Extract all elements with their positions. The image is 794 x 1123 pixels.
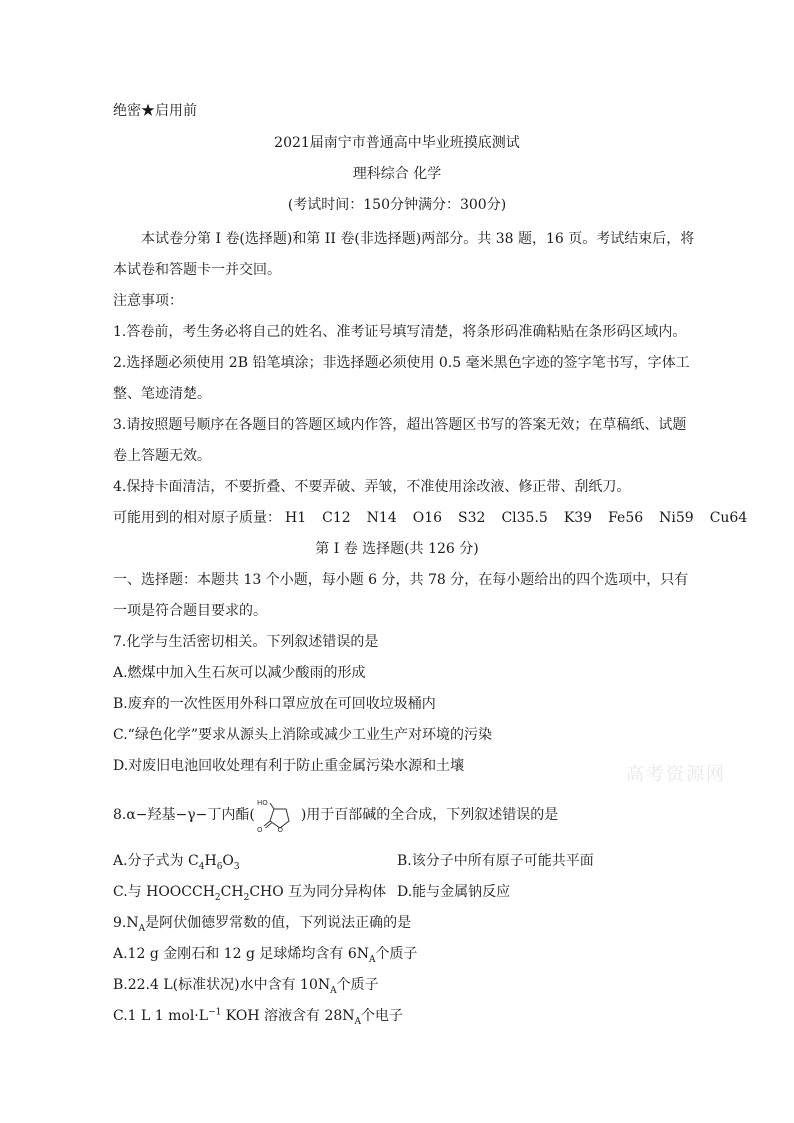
q9-b-text: 个质子 [336, 977, 379, 993]
q7-option-d: D.对废旧电池回收处理有利于防止重金属污染水源和土壤 [113, 758, 465, 774]
intro-line-1: 本试卷分第 I 卷(选择题)和第 II 卷(非选择题)两部分。共 38 题，16 页。考试结束后，将 [141, 231, 695, 247]
note-3-line-2: 卷上答题无效。 [113, 448, 211, 464]
atomic-masses [113, 508, 747, 528]
q8-a-text: O [222, 853, 234, 869]
q8-c-text: CH [220, 884, 244, 900]
q9-stem-text: 9.N [113, 915, 139, 931]
lactone-structure-diagram [256, 797, 300, 833]
subscript: A [330, 985, 337, 996]
q9-a-text: 个质子 [375, 946, 418, 962]
time-info: (考试时间：150分钟满分：300分) [287, 197, 507, 213]
q8-stem [113, 797, 558, 833]
subscript: 4 [198, 861, 205, 872]
q7-stem: 7.化学与生活密切相关。下列叙述错误的是 [113, 634, 379, 650]
note-4: 4.保持卡面清洁，不要折叠、不要弄破、弄皱，不准使用涂改液、修正带、刮纸刀。 [113, 479, 631, 495]
q9-option-c [113, 1006, 403, 1026]
subscript: 3 [233, 861, 240, 872]
notes-heading: 注意事项： [113, 293, 183, 309]
watermark: 高考资源网 [626, 764, 726, 785]
subject-title: 理科综合 化学 [352, 166, 442, 182]
subscript: A [138, 923, 146, 934]
q9-stem [113, 913, 411, 933]
superscript: −1 [208, 1007, 222, 1018]
q9-b-text: B.22.4 L(标准状况)水中含有 10N [113, 977, 331, 993]
atomic-mass-item: K39 [563, 510, 593, 526]
atomic-mass-item: S32 [458, 510, 486, 526]
q8-option-a [113, 851, 240, 871]
note-2-line-2: 整、笔迹清楚。 [113, 386, 211, 402]
note-1: 1.答卷前，考生务必将自己的姓名、准考证号填写清楚，将条形码准确粘贴在条形码区域内。 [113, 324, 687, 340]
q9-option-a [113, 944, 417, 964]
q8-c-text: CHO 互为同分异构体 [249, 884, 387, 900]
subscript: 2 [214, 892, 221, 903]
q8-option-b: B.该分子中所有原子可能共平面 [397, 853, 594, 869]
note-3-line-1: 3.请按照题号顺序在各题目的答题区域内作答，超出答题区书写的答案无效；在草稿纸、试题 [113, 417, 687, 433]
subscript: A [368, 954, 376, 965]
hydroxyl-bond [270, 803, 274, 809]
atomic-mass-item: Cl35.5 [501, 510, 548, 526]
part1-instructions-line-1: 一、选择题：本题共 13 个小题，每小题 6 分，共 78 分，在每小题给出的四个选项中，只有 [113, 572, 689, 588]
ring-oxygen-label: O [277, 826, 283, 833]
q7-option-a: A.燃煤中加入生石灰可以减少酸雨的形成 [113, 665, 366, 681]
exam-title: 2021届南宁市普通高中毕业班摸底测试 [274, 135, 520, 151]
q9-c-text: KOH 溶液含有 28N [221, 1008, 355, 1024]
atomic-mass-item: Ni59 [659, 510, 694, 526]
subscript: 6 [216, 861, 223, 872]
q9-stem-text: 是阿伏伽德罗常数的值，下列说法正确的是 [145, 915, 412, 931]
subscript: 2 [243, 892, 250, 903]
q8-c-text: C.与 HOOCCH [113, 884, 215, 900]
q9-a-text: A.12 g 金刚石和 12 g 足球烯均含有 6N [113, 946, 369, 962]
carbonyl-oxygen-label: O [256, 826, 263, 833]
q7-option-b: B.废弃的一次性医用外科口罩应放在可回收垃圾桶内 [113, 696, 436, 712]
note-2-line-1: 2.选择题必须使用 2B 铅笔填涂；非选择题必须使用 0.5 毫米黑色字迹的签字笔书写，字体工 [113, 355, 690, 371]
hydroxyl-label: HO [256, 799, 268, 807]
atomic-mass-item: C12 [322, 510, 351, 526]
part1-title: 第 I 卷 选择题(共 126 分) [315, 541, 479, 557]
q9-option-b [113, 975, 379, 995]
atomic-mass-item: H1 [285, 510, 307, 526]
q7-option-c: C.“绿色化学”要求从源头上消除或减少工业生产对环境的污染 [113, 727, 492, 743]
part1-instructions-line-2: 一项是符合题目要求的。 [113, 603, 267, 619]
q8-a-text: H [204, 853, 217, 869]
atomic-mass-item: Fe56 [608, 510, 644, 526]
q8-option-c [113, 882, 386, 902]
atomic-masses-label: 可能用到的相对原子质量： [113, 510, 281, 526]
q9-c-text: C.1 L 1 mol·L [113, 1008, 209, 1024]
q8-option-d: D.能与金属钠反应 [397, 884, 511, 900]
atomic-mass-item: N14 [366, 510, 397, 526]
confidential-label: 绝密★启用前 [113, 103, 197, 119]
q9-c-text: 个电子 [361, 1008, 404, 1024]
atomic-mass-item: O16 [412, 510, 443, 526]
q8-stem-prefix: 8.α−羟基−γ−丁内酯( [113, 807, 255, 823]
q8-a-text: A.分子式为 C [113, 853, 199, 869]
intro-line-2: 本试卷和答题卡一并交回。 [113, 262, 281, 278]
q8-stem-suffix: )用于百部碱的全合成，下列叙述错误的是 [300, 807, 559, 823]
atomic-mass-item: Cu64 [709, 510, 748, 526]
subscript: A [354, 1016, 362, 1027]
